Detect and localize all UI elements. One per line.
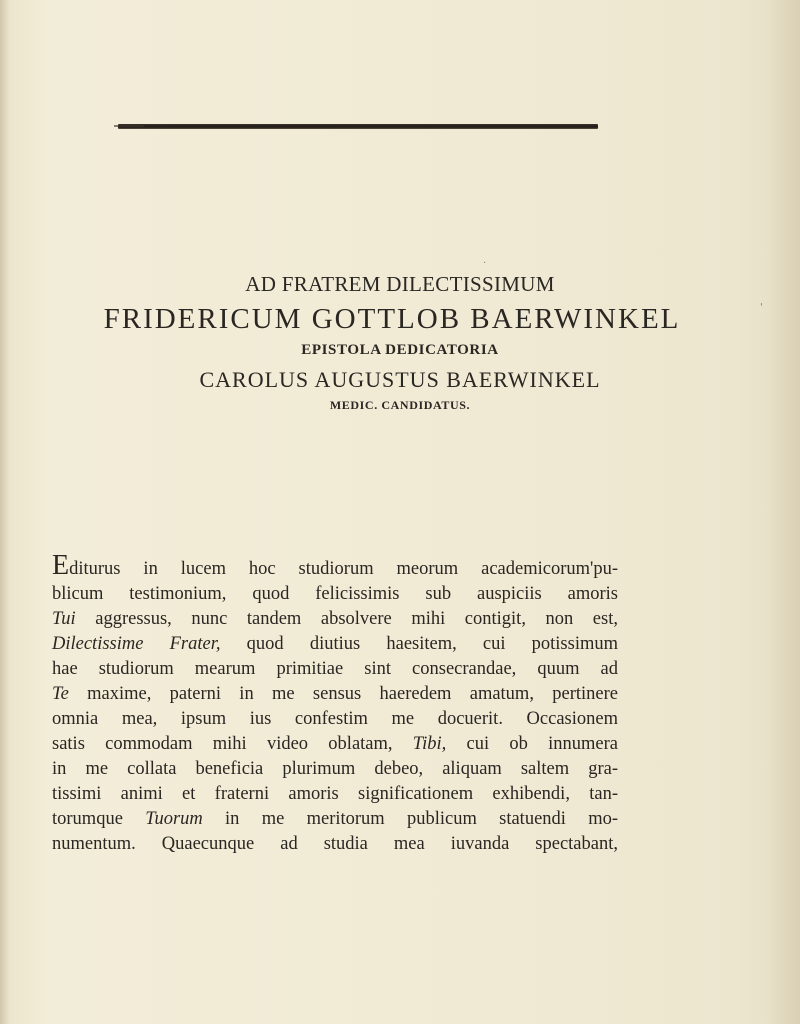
italic-word: Tui — [52, 609, 76, 629]
body-line — [52, 550, 618, 582]
body-line-text: blicum testimonium, quod felicissimis sub auspiciis amoris — [52, 584, 618, 604]
body-line-text: cui ob innumera — [446, 734, 618, 754]
body-line — [52, 807, 618, 832]
top-rule — [118, 124, 598, 129]
body-line-text: hae studiorum mearum primitiae sint consecrandae, quum ad — [52, 659, 618, 679]
author-title: MEDIC. CANDIDATUS. — [329, 398, 471, 412]
italic-word: Tibi, — [412, 734, 447, 754]
body-line-text: quod diutius haesitem, cui potissimum — [220, 634, 619, 654]
body-line-text: diturus in lucem hoc studiorum meorum academicorum'pu- — [69, 559, 618, 579]
body-line — [52, 732, 618, 757]
page-left-edge — [0, 0, 10, 1024]
body-line — [52, 757, 618, 782]
stray-mark: · — [483, 258, 487, 269]
body-line-text: in me collata beneficia plurimum debeo, aliquam saltem gra- — [52, 759, 618, 779]
dedication-subtitle: EPISTOLA DEDICATORIA — [301, 342, 499, 358]
body-line — [52, 782, 618, 807]
dedication-addressee: AD FRATREM DILECTISSIMUM — [245, 272, 555, 296]
author-name: CAROLUS AUGUSTUS BAERWINKEL — [199, 367, 601, 392]
body-line-text: maxime, paterni in me sensus haeredem amatum, pertinere — [68, 684, 618, 704]
letter-body — [52, 550, 619, 857]
body-line-text: torumque — [52, 809, 146, 829]
body-line — [52, 682, 618, 707]
italic-word: Te — [52, 684, 69, 704]
stray-mark: ' — [760, 302, 763, 313]
body-line — [52, 632, 618, 657]
initial-letter: E — [52, 550, 70, 581]
body-line-text: aggressus, nunc tandem absolvere mihi contigit, non est, — [75, 609, 618, 629]
dedication-name: FRIDERICUM GOTTLOB BAERWINKEL — [103, 303, 681, 335]
body-line — [52, 657, 618, 682]
body-line-text: omnia mea, ipsum ius confestim me docuerit. Occasionem — [52, 709, 618, 729]
italic-word: Dilectissime Frater, — [52, 634, 221, 654]
body-line-text: in me meritorum publicum statuendi mo- — [202, 809, 618, 829]
body-line — [52, 707, 618, 732]
body-line-text: numentum. Quaecunque ad studia mea iuvanda spectabant, — [52, 834, 618, 854]
body-line-text: satis commodam mihi video oblatam, — [52, 734, 413, 754]
body-line — [52, 832, 618, 857]
body-line-text: tissimi animi et fraterni amoris significationem exhibendi, tan- — [52, 784, 618, 804]
body-line — [52, 582, 618, 607]
page-right-edge-shadow — [766, 0, 800, 1024]
body-line — [52, 607, 618, 632]
italic-word: Tuorum — [145, 809, 203, 829]
